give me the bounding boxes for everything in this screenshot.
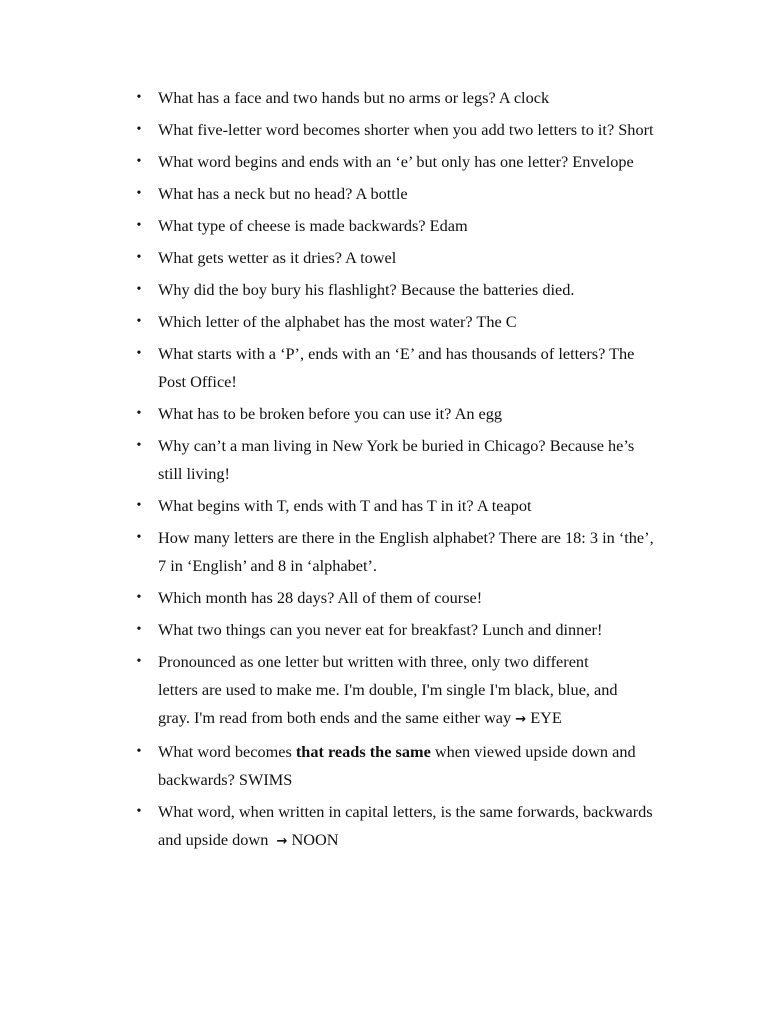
list-item — [0, 148, 658, 176]
riddle-line: Pronounced as one letter but written with three, only two different — [158, 652, 589, 671]
riddle-text: Why can’t a man living in New York be buried in Chicago? Because he’s still living! — [158, 436, 635, 483]
riddle-bold-phrase: that reads the same — [295, 742, 431, 761]
riddle-text: What has a neck but no head? A bottle — [158, 184, 408, 203]
bullet: • — [136, 654, 142, 669]
bullet: • — [136, 282, 142, 297]
riddle-text-before: What word becomes — [158, 742, 296, 761]
riddle-text: What begins with T, ends with T and has T in it? A teapot — [158, 496, 532, 515]
riddle-text: What two things can you never eat for breakfast? Lunch and dinner! — [158, 620, 603, 639]
bullet: • — [136, 314, 142, 329]
list-item — [0, 84, 658, 112]
riddle-answer: EYE — [530, 708, 562, 727]
riddle-text: What word begins and ends with an ‘e’ but only has one letter? Envelope — [158, 152, 634, 171]
riddle-line-text: gray. I'm read from both ends and the same either way — [158, 708, 512, 727]
riddle-text: What type of cheese is made backwards? Edam — [158, 216, 468, 235]
list-item-eye-riddle — [0, 648, 668, 734]
riddle-text-after: when viewed upside down and backwards? SWIMS — [158, 742, 636, 789]
list-item — [0, 116, 658, 144]
bullet: • — [136, 90, 142, 105]
bullet: • — [136, 122, 142, 137]
riddle-text: Which letter of the alphabet has the most water? The C — [158, 312, 517, 331]
bullet: • — [136, 218, 142, 233]
riddle-line: letters are used to make me. I'm double, I'm single I'm black, blue, and — [158, 680, 618, 699]
bullet: • — [136, 804, 142, 819]
list-item — [0, 400, 658, 428]
riddle-text: Which month has 28 days? All of them of course! — [158, 588, 483, 607]
riddle-text: What five-letter word becomes shorter when you add two letters to it? Short — [158, 120, 654, 139]
arrow-icon: → — [515, 712, 527, 727]
riddle-text: Why did the boy bury his flashlight? Because the batteries died. — [158, 280, 575, 299]
bullet: • — [136, 438, 142, 453]
riddle-answer: NOON — [291, 830, 339, 849]
bullet: • — [136, 530, 142, 545]
list-item — [0, 616, 658, 644]
list-item — [0, 244, 658, 272]
list-item — [0, 432, 658, 488]
list-item — [0, 340, 658, 396]
bullet: • — [136, 744, 142, 759]
list-item — [0, 276, 658, 304]
bullet: • — [136, 590, 142, 605]
bullet: • — [136, 154, 142, 169]
list-item — [0, 524, 658, 580]
list-item — [0, 212, 658, 240]
bullet: • — [136, 498, 142, 513]
riddle-text: What word, when written in capital letters, is the same forwards, backwards and upside down — [158, 802, 653, 849]
list-item-swims-riddle — [0, 738, 658, 794]
bullet: • — [136, 622, 142, 637]
riddle-text: What gets wetter as it dries? A towel — [158, 248, 397, 267]
bullet: • — [136, 186, 142, 201]
arrow-icon: → — [276, 834, 288, 849]
bullet: • — [136, 346, 142, 361]
bullet: • — [136, 406, 142, 421]
riddle-text: How many letters are there in the English alphabet? There are 18: 3 in ‘the’, 7 in ‘English’ and 8 in ‘alphabet’. — [158, 528, 654, 575]
list-item — [0, 308, 658, 336]
list-item — [0, 584, 658, 612]
bullet: • — [136, 250, 142, 265]
riddle-text: What has to be broken before you can use it? An egg — [158, 404, 503, 423]
riddle-text: What has a face and two hands but no arms or legs? A clock — [158, 88, 550, 107]
list-item — [0, 180, 658, 208]
list-item-noon-riddle — [0, 798, 658, 856]
riddle-line — [158, 704, 668, 734]
riddle-list — [0, 84, 768, 860]
list-item — [0, 492, 658, 520]
riddle-text: What starts with a ‘P’, ends with an ‘E’ and has thousands of letters? The Post Office! — [158, 344, 635, 391]
